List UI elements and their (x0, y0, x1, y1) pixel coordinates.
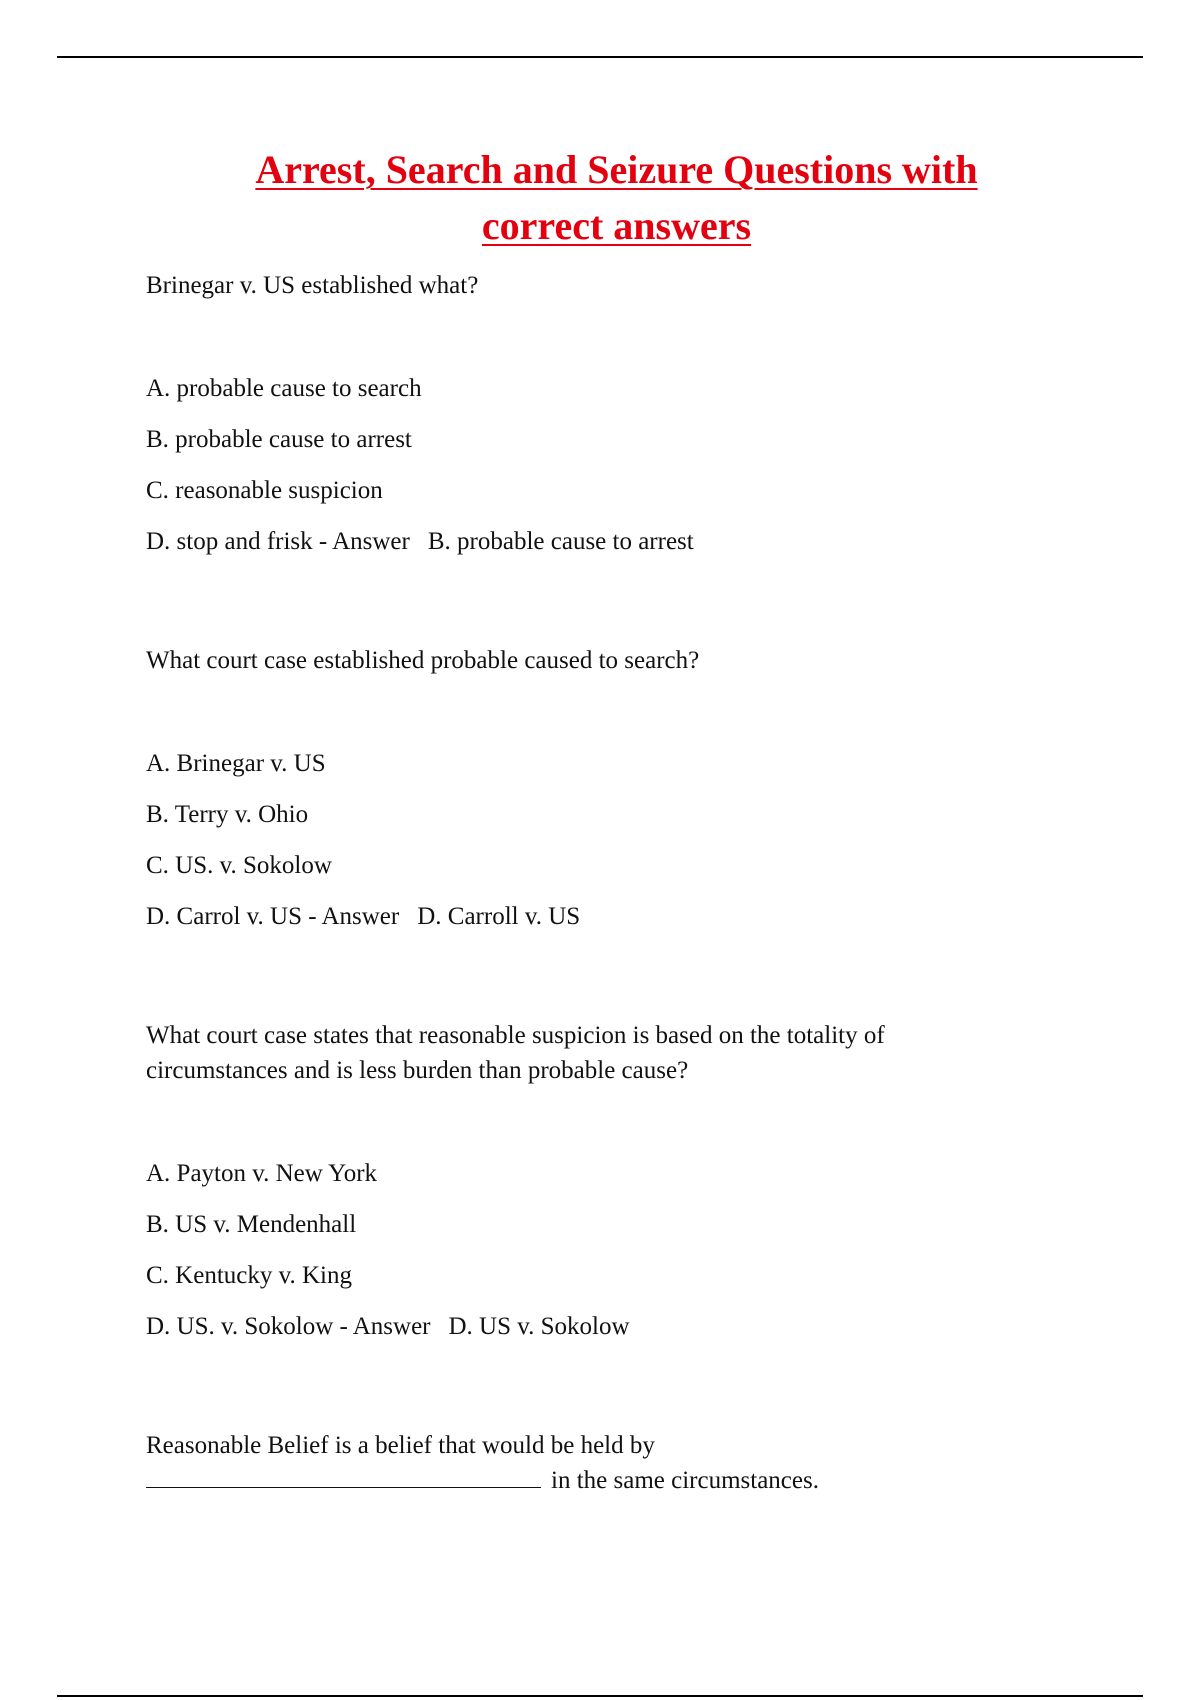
question-prompt: What court case established probable caused to search? (146, 647, 700, 674)
answer-option-with-answer (146, 524, 1006, 559)
question-prompt-line-1: Reasonable Belief is a belief that would be held by (146, 1432, 655, 1459)
answer-option: A. probable cause to search (146, 375, 422, 402)
correct-answer: D. US v. Sokolow (448, 1313, 630, 1340)
question-block (146, 1018, 1006, 1344)
answer-option-with-answer (146, 1309, 1006, 1344)
correct-answer: D. Carroll v. US (417, 903, 581, 930)
answer-option: C. US. v. Sokolow (146, 852, 332, 879)
answer-option: B. probable cause to arrest (146, 426, 412, 453)
question-block (146, 268, 1006, 559)
document-body (146, 268, 1006, 1498)
answer-option: A. Payton v. New York (146, 1160, 378, 1187)
question-block (146, 1428, 1006, 1498)
document-title (0, 142, 1200, 254)
correct-answer: B. probable cause to arrest (427, 528, 694, 555)
answer-option: B. US v. Mendenhall (146, 1211, 357, 1238)
title-line-2: correct answers (481, 203, 752, 248)
answer-option: C. reasonable suspicion (146, 477, 383, 504)
answer-option-d: D. stop and frisk - Answer (146, 528, 410, 555)
question-block (146, 643, 1006, 934)
question-prompt-line-1: What court case states that reasonable suspicion is based on the totality of (146, 1022, 885, 1049)
question-prompt-line-2: circumstances and is less burden than probable cause? (146, 1057, 689, 1084)
top-rule (57, 56, 1143, 58)
answer-option-with-answer (146, 899, 1006, 934)
fill-in-blank (146, 1465, 541, 1488)
answer-option-d: D. Carrol v. US - Answer (146, 903, 400, 930)
answer-option: A. Brinegar v. US (146, 750, 326, 777)
answer-option: B. Terry v. Ohio (146, 801, 309, 828)
question-prompt-tail: in the same circumstances. (551, 1467, 819, 1494)
title-line-1: Arrest, Search and Seizure Questions with (255, 147, 978, 192)
question-prompt (146, 1428, 1006, 1498)
answer-option-d: D. US. v. Sokolow - Answer (146, 1313, 431, 1340)
answer-option: C. Kentucky v. King (146, 1262, 352, 1289)
question-prompt: Brinegar v. US established what? (146, 272, 479, 299)
bottom-rule (57, 1695, 1143, 1697)
question-prompt (146, 1018, 1006, 1088)
